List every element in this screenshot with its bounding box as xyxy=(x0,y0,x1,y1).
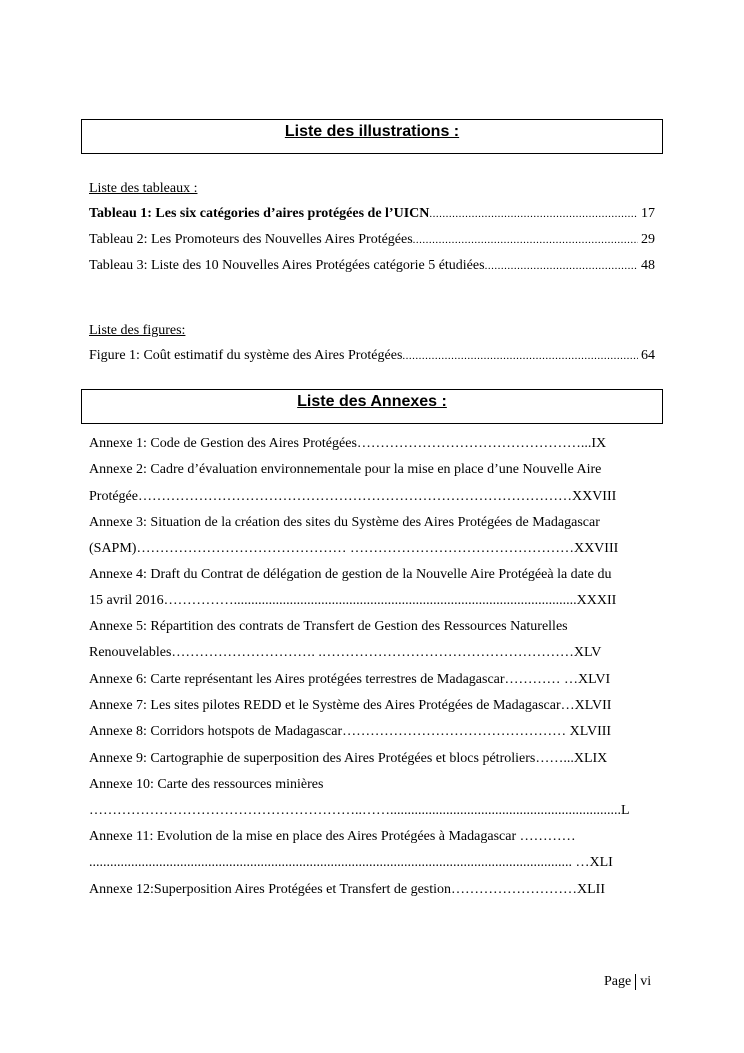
toc-entry-page: 64 xyxy=(641,348,655,363)
page-footer xyxy=(604,974,651,990)
annex-line[interactable]: Annexe 2: Cadre d’évaluation environnementale pour la mise en place d’une Nouvelle Aire xyxy=(89,462,602,477)
annex-line[interactable]: Renouvelables…………………………. .………………………………………………XLV xyxy=(89,645,602,660)
annex-line[interactable]: Annexe 1: Code de Gestion des Aires Protégées…………………………………………...IX xyxy=(89,436,607,451)
footer-page-label: Page xyxy=(604,974,632,990)
illustrations-heading: Liste des illustrations : xyxy=(284,123,460,140)
toc-entry-table-3[interactable] xyxy=(89,257,655,275)
footer-separator xyxy=(635,974,636,990)
tables-heading: Liste des tableaux : xyxy=(89,181,198,196)
toc-entry-page: 17 xyxy=(641,206,655,221)
dot-leader xyxy=(413,231,638,249)
annex-line[interactable]: 15 avril 2016……………..................................................................................................XXXII xyxy=(89,593,617,608)
illustrations-heading-box xyxy=(81,119,663,154)
annex-line[interactable]: Annexe 7: Les sites pilotes REDD et le Système des Aires Protégées de Madagascar…XLVII xyxy=(89,698,612,713)
toc-entry-label: Tableau 2: Les Promoteurs des Nouvelles Aires Protégées xyxy=(89,232,413,247)
annex-line[interactable]: Annexe 5: Répartition des contrats de Transfert de Gestion des Ressources Naturelles xyxy=(89,619,568,634)
annex-line[interactable]: Annexe 9: Cartographie de superposition des Aires Protégées et blocs pétroliers……...XLIX xyxy=(89,751,608,766)
dot-leader xyxy=(485,257,638,275)
toc-entry-table-1[interactable] xyxy=(89,205,655,223)
annex-line[interactable]: Annexe 11: Evolution de la mise en place des Aires Protégées à Madagascar ………… xyxy=(89,829,576,844)
annex-line[interactable]: (SAPM)……………………………………… …………………………………………XXVIII xyxy=(89,541,619,556)
annex-line[interactable]: Annexe 8: Corridors hotspots de Madagascar………………………………………… XLVIII xyxy=(89,724,612,739)
annex-line[interactable]: .......................................................................................................................................... …XLI xyxy=(89,855,613,870)
toc-entry-table-2[interactable] xyxy=(89,231,655,249)
annex-line[interactable]: …………………………………………………..……..................................................................L xyxy=(89,803,630,818)
toc-entry-label: Tableau 1: Les six catégories d’aires protégées de l’UICN xyxy=(89,206,430,221)
annex-line[interactable]: Annexe 6: Carte représentant les Aires protégées terrestres de Madagascar………… …XLVI xyxy=(89,672,611,687)
dot-leader xyxy=(402,347,638,365)
toc-entry-page: 48 xyxy=(641,258,655,273)
toc-entry-label: Figure 1: Coût estimatif du système des Aires Protégées xyxy=(89,348,403,363)
annex-line[interactable]: Annexe 4: Draft du Contrat de délégation de gestion de la Nouvelle Aire Protégéeà la date du xyxy=(89,567,612,582)
annex-line[interactable]: Annexe 12:Superposition Aires Protégées et Transfert de gestion………………………XLII xyxy=(89,882,605,897)
toc-entry-page: 29 xyxy=(641,232,655,247)
annexes-heading: Liste des Annexes : xyxy=(297,393,447,410)
figures-heading: Liste des figures: xyxy=(89,323,186,338)
dot-leader xyxy=(429,205,638,223)
annex-line[interactable]: Protégée…………………………………………………………………………………XXVIII xyxy=(89,489,617,504)
annexes-heading-box xyxy=(81,389,663,424)
annex-line[interactable]: Annexe 10: Carte des ressources minières xyxy=(89,777,324,792)
footer-page-number: vi xyxy=(640,974,652,990)
toc-entry-figure-1[interactable] xyxy=(89,347,655,365)
toc-entry-label: Tableau 3: Liste des 10 Nouvelles Aires Protégées catégorie 5 étudiées xyxy=(89,258,485,273)
annex-line[interactable]: Annexe 3: Situation de la création des sites du Système des Aires Protégées de Madagascar xyxy=(89,515,600,530)
